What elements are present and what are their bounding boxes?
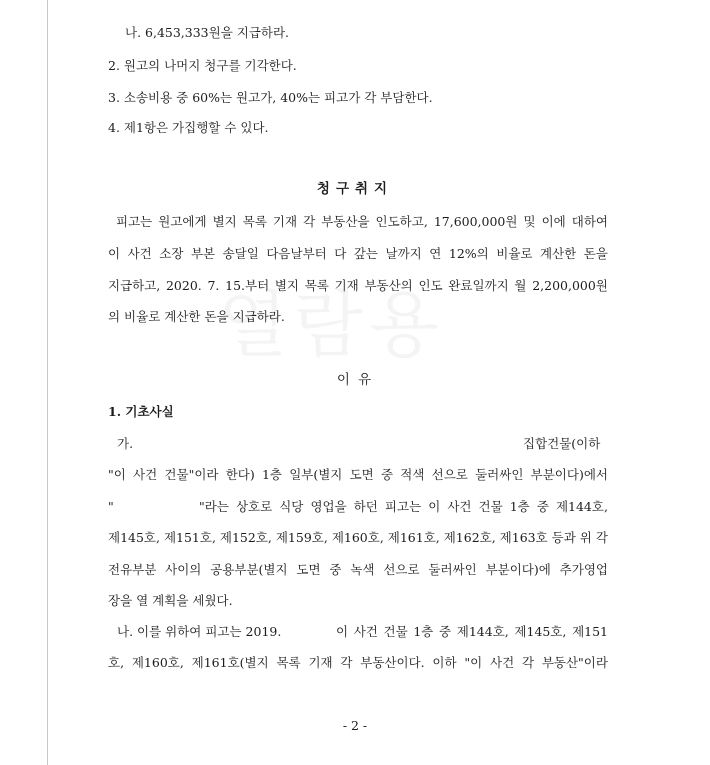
word: 부동산의 xyxy=(364,278,413,293)
word: 송달일 xyxy=(222,246,259,261)
word: 부동산"이라 xyxy=(541,655,608,670)
word: 제151호, xyxy=(163,530,216,545)
word: 피고는 xyxy=(116,214,153,229)
word: 부동산이다. xyxy=(360,655,425,670)
word: 호, xyxy=(108,655,125,670)
word: 지급하고, xyxy=(108,278,161,293)
reason-line-6: 장을 열 계획을 세웠다. xyxy=(108,593,233,608)
word: 이에 xyxy=(541,214,566,229)
claim-line-4: 의 비율로 계산한 돈을 지급하라. xyxy=(108,309,285,324)
word: 사건 xyxy=(490,655,515,670)
word: 녹색 xyxy=(350,562,375,577)
word: 중 xyxy=(329,562,342,577)
reason-line-4 xyxy=(108,530,608,546)
word: 연 xyxy=(429,246,442,261)
word: 한다) xyxy=(225,467,255,482)
word: 건물 xyxy=(478,499,503,514)
word: 중 xyxy=(439,624,452,639)
word: 소장 xyxy=(159,246,184,261)
word: 위 xyxy=(579,530,592,545)
item-ga-tail: 집합건물(이하 xyxy=(523,436,601,451)
word: 둘러싸인 xyxy=(428,562,477,577)
order-item-2: 2. 원고의 나머지 청구를 기각한다. xyxy=(108,58,297,73)
word: 이 xyxy=(336,624,349,639)
word: 각 xyxy=(521,655,535,670)
word: 일부(별지 xyxy=(289,467,343,482)
word: 기재 xyxy=(272,214,298,229)
page-number: - 2 - xyxy=(342,718,368,733)
word: 도면 xyxy=(296,562,321,577)
word: 완료일까지 xyxy=(448,278,509,293)
reason-line-2 xyxy=(108,467,608,483)
word: 영업을 xyxy=(310,499,347,514)
order-item-4: 4. 제1항은 가집행할 수 있다. xyxy=(108,120,269,135)
word: 제145호, xyxy=(108,530,160,545)
word: 추가영업 xyxy=(559,562,608,577)
word: 1층 xyxy=(261,467,282,482)
word: 갚는 xyxy=(353,246,379,261)
word: 식당 xyxy=(279,499,304,514)
word: 17,600,000원 xyxy=(433,214,518,229)
reason-heading: 이 유 xyxy=(336,372,374,388)
word: 제163호 xyxy=(499,530,548,545)
word: 다음날부터 xyxy=(266,246,327,261)
word: 목록 xyxy=(304,278,329,293)
word: 목록 xyxy=(276,655,301,670)
word: "이 xyxy=(464,655,483,670)
item-ga-label: 가. xyxy=(117,436,134,451)
word: 원고에게 xyxy=(158,214,207,229)
item-na-start: 나. 이를 위하여 피고는 2019. xyxy=(117,624,282,639)
reason-line-3 xyxy=(199,499,608,515)
word: 2,200,000원 xyxy=(532,278,608,293)
word: 제152호, xyxy=(219,530,272,545)
word: 부분이다)에 xyxy=(485,562,551,577)
claim-line-3 xyxy=(108,278,608,294)
word: 피고는 xyxy=(384,499,422,514)
word: 제159호, xyxy=(275,530,328,545)
word: 전유부분 xyxy=(108,562,157,577)
word: 및 xyxy=(523,214,536,229)
word: 인도하고, xyxy=(375,214,428,229)
word: 각 xyxy=(340,655,353,670)
word: 선으로 xyxy=(431,467,468,482)
word: 사건 xyxy=(447,499,472,514)
word: 목록 xyxy=(242,214,267,229)
reason-line-8 xyxy=(108,655,608,671)
word: 별지 xyxy=(212,214,237,229)
word: "이 xyxy=(108,467,126,482)
word: 계산한 xyxy=(540,246,577,261)
section-basic-facts: 1. 기초사실 xyxy=(108,404,174,419)
order-item-na: 나. 6,453,333원을 지급하라. xyxy=(125,25,290,40)
reason-line-5 xyxy=(108,562,608,578)
word: 각 xyxy=(303,214,316,229)
word: 12%의 xyxy=(448,246,489,261)
word: 제144호, xyxy=(555,499,608,514)
order-item-3: 3. 소송비용 중 60%는 원고가, 40%는 피고가 각 부담한다. xyxy=(108,90,433,105)
word: 별지 xyxy=(274,278,300,293)
word: 이 xyxy=(108,246,121,261)
item-na-rest xyxy=(336,624,608,640)
claim-heading: 청구취지 xyxy=(316,181,394,197)
word: 이하 xyxy=(432,655,457,670)
word: 월 xyxy=(514,278,527,293)
word: 제145호, xyxy=(514,624,567,639)
word: 건물 xyxy=(383,624,408,639)
word: 사건 xyxy=(133,467,158,482)
word: 제160호, xyxy=(131,655,184,670)
word: 등과 xyxy=(551,530,576,545)
word: 적색 xyxy=(400,467,425,482)
word: "라는 xyxy=(199,499,229,514)
word: 부동산을 xyxy=(321,214,370,229)
word: 건물"이라 xyxy=(164,467,219,482)
word: 도면 xyxy=(349,467,374,482)
word: 다 xyxy=(334,246,347,261)
reason-line-3-quote: " xyxy=(108,499,114,514)
word: 사건 xyxy=(353,624,378,639)
word: 상호로 xyxy=(235,499,273,514)
word: 부분이다)에서 xyxy=(530,467,608,482)
word: 인도 xyxy=(418,278,443,293)
word: 사건 xyxy=(127,246,152,261)
word: 제160호, xyxy=(331,530,384,545)
word: 사이의 xyxy=(165,562,202,577)
word: 각 xyxy=(595,530,608,545)
word: 하던 xyxy=(353,499,378,514)
word: 중 xyxy=(380,467,394,482)
word: 공용부분(별지 xyxy=(210,562,288,577)
word: 둘러싸인 xyxy=(475,467,524,482)
word: 15.부터 xyxy=(225,278,270,293)
word: 이 xyxy=(428,499,441,514)
word: 제162호, xyxy=(443,530,496,545)
word: 제161호, xyxy=(387,530,440,545)
word: 돈을 xyxy=(583,246,608,261)
word: 비율로 xyxy=(496,246,533,261)
word: 제161호(별지 xyxy=(191,655,269,670)
word: 기재 xyxy=(308,655,333,670)
word: 제151 xyxy=(572,624,608,639)
word: 1층 xyxy=(413,624,434,639)
word: 7. xyxy=(207,278,220,293)
word: 선으로 xyxy=(383,562,420,577)
word: 날까지 xyxy=(385,246,422,261)
word: 대하여 xyxy=(571,214,608,229)
word: 중 xyxy=(536,499,549,514)
word: 제144호, xyxy=(456,624,509,639)
claim-line-1 xyxy=(116,214,608,230)
word: 기재 xyxy=(334,278,359,293)
word: 1층 xyxy=(509,499,530,514)
word: 2020. xyxy=(165,278,202,293)
claim-line-2 xyxy=(108,246,608,262)
word: 부본 xyxy=(190,246,216,261)
